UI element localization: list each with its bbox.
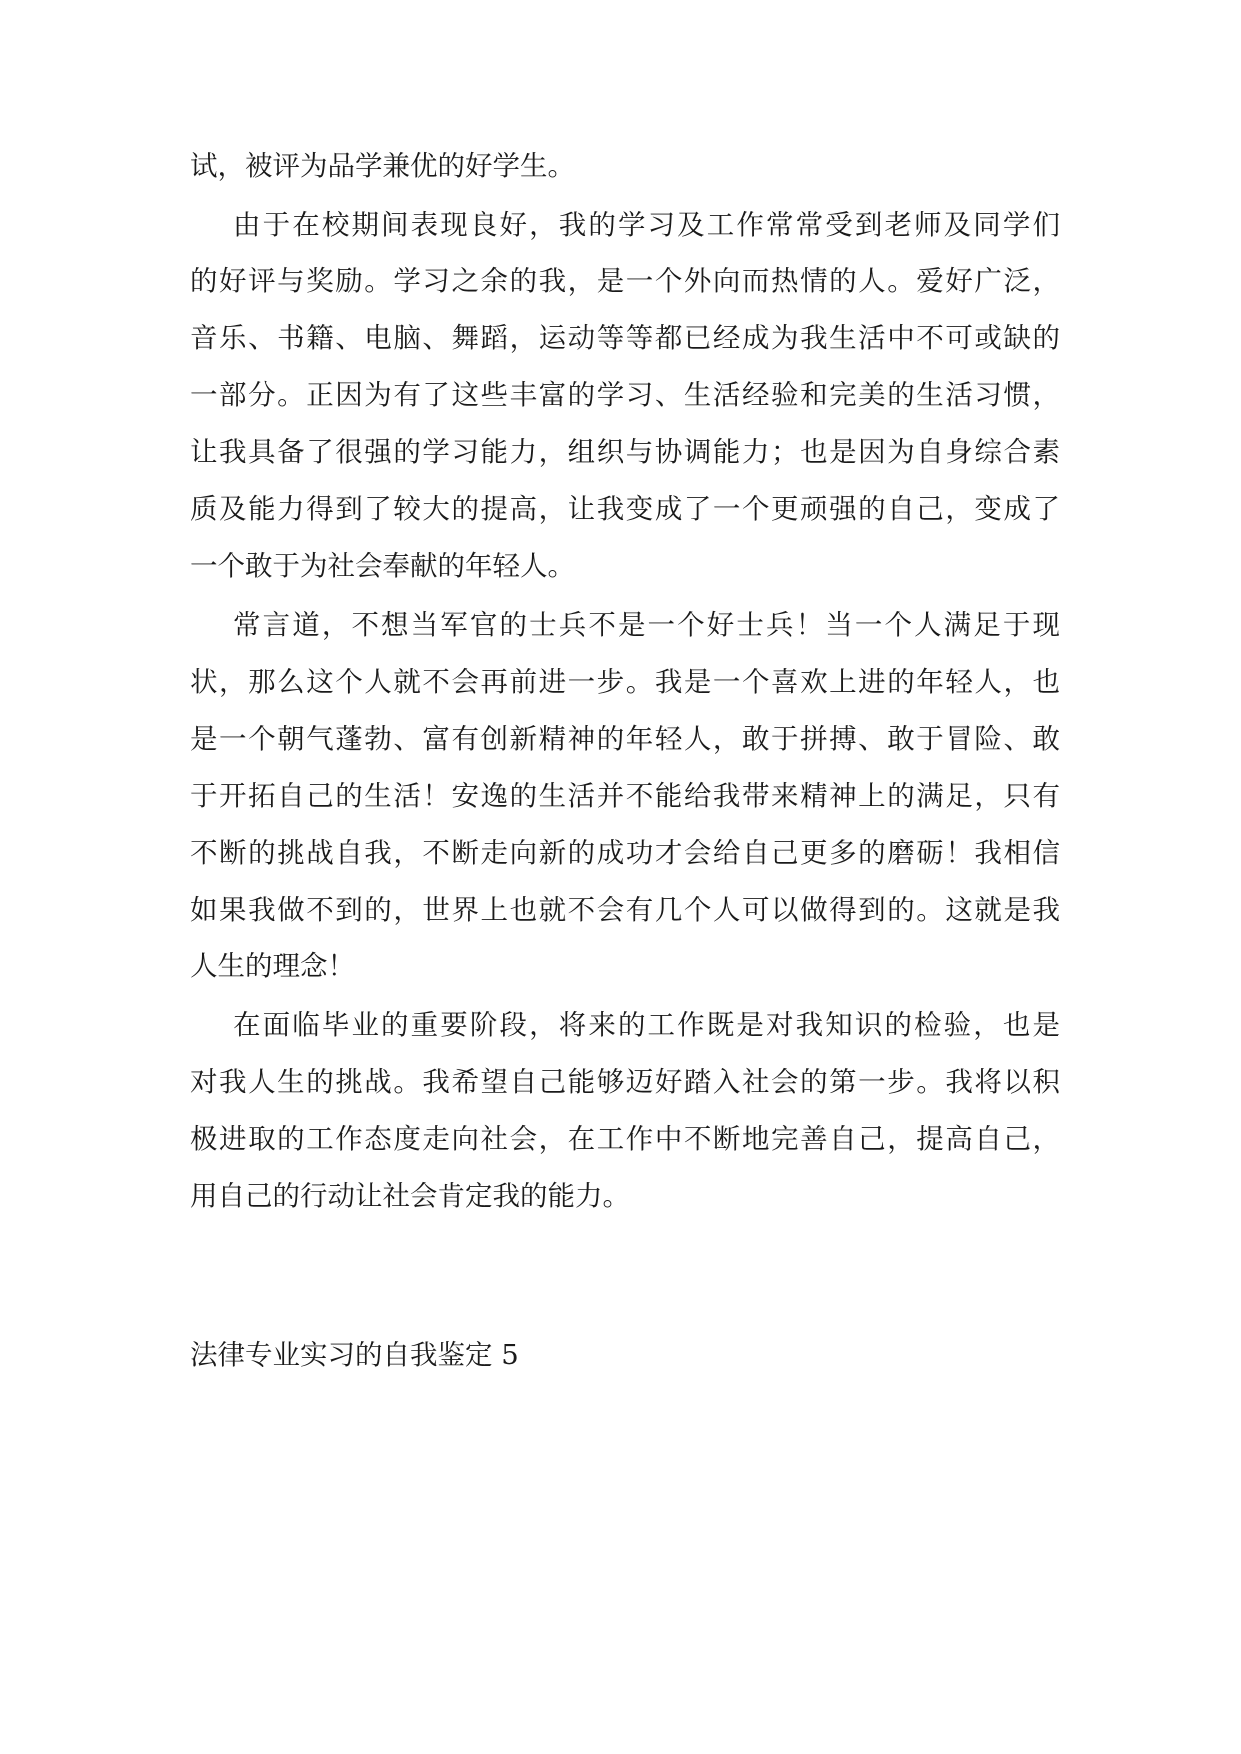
text-line: 是一个朝气蓬勃、富有创新精神的年轻人，敢于拼搏、敢于冒险、敢	[190, 723, 1060, 755]
text-line: 于开拓自己的生活！安逸的生活并不能给我带来精神上的满足，只有	[190, 780, 1060, 812]
text-line: 极进取的工作态度走向社会，在工作中不断地完善自己，提高自己，	[190, 1123, 1060, 1155]
text-line: 音乐、书籍、电脑、舞蹈，运动等等都已经成为我生活中不可或缺的	[190, 322, 1060, 354]
text-line: 状，那么这个人就不会再前进一步。我是一个喜欢上进的年轻人，也	[190, 666, 1060, 698]
text-line: 一部分。正因为有了这些丰富的学习、生活经验和完美的生活习惯，	[190, 379, 1060, 411]
text-line: 不断的挑战自我，不断走向新的成功才会给自己更多的磨砺！我相信	[190, 837, 1060, 869]
text-line: 如果我做不到的，世界上也就不会有几个人可以做得到的。这就是我	[190, 894, 1060, 926]
text-line: 试，被评为品学兼优的好学生。	[190, 150, 575, 182]
text-line: 一个敢于为社会奉献的年轻人。	[190, 550, 575, 582]
text-line: 让我具备了很强的学习能力，组织与协调能力；也是因为自身综合素	[190, 436, 1060, 468]
text-line: 人生的理念！	[190, 950, 355, 982]
paragraph-first-line: 由于在校期间表现良好，我的学习及工作常常受到老师及同学们	[233, 209, 1060, 241]
paragraph-first-line: 在面临毕业的重要阶段，将来的工作既是对我知识的检验，也是	[233, 1009, 1060, 1041]
text-line: 用自己的行动让社会肯定我的能力。	[190, 1180, 630, 1212]
text-line: 质及能力得到了较大的提高，让我变成了一个更顽强的自己，变成了	[190, 493, 1060, 525]
text-line: 对我人生的挑战。我希望自己能够迈好踏入社会的第一步。我将以积	[190, 1066, 1060, 1098]
section-heading: 法律专业实习的自我鉴定 5	[190, 1339, 519, 1371]
paragraph-first-line: 常言道，不想当军官的士兵不是一个好士兵！当一个人满足于现	[233, 609, 1060, 641]
text-line: 的好评与奖励。学习之余的我，是一个外向而热情的人。爱好广泛，	[190, 265, 1060, 297]
